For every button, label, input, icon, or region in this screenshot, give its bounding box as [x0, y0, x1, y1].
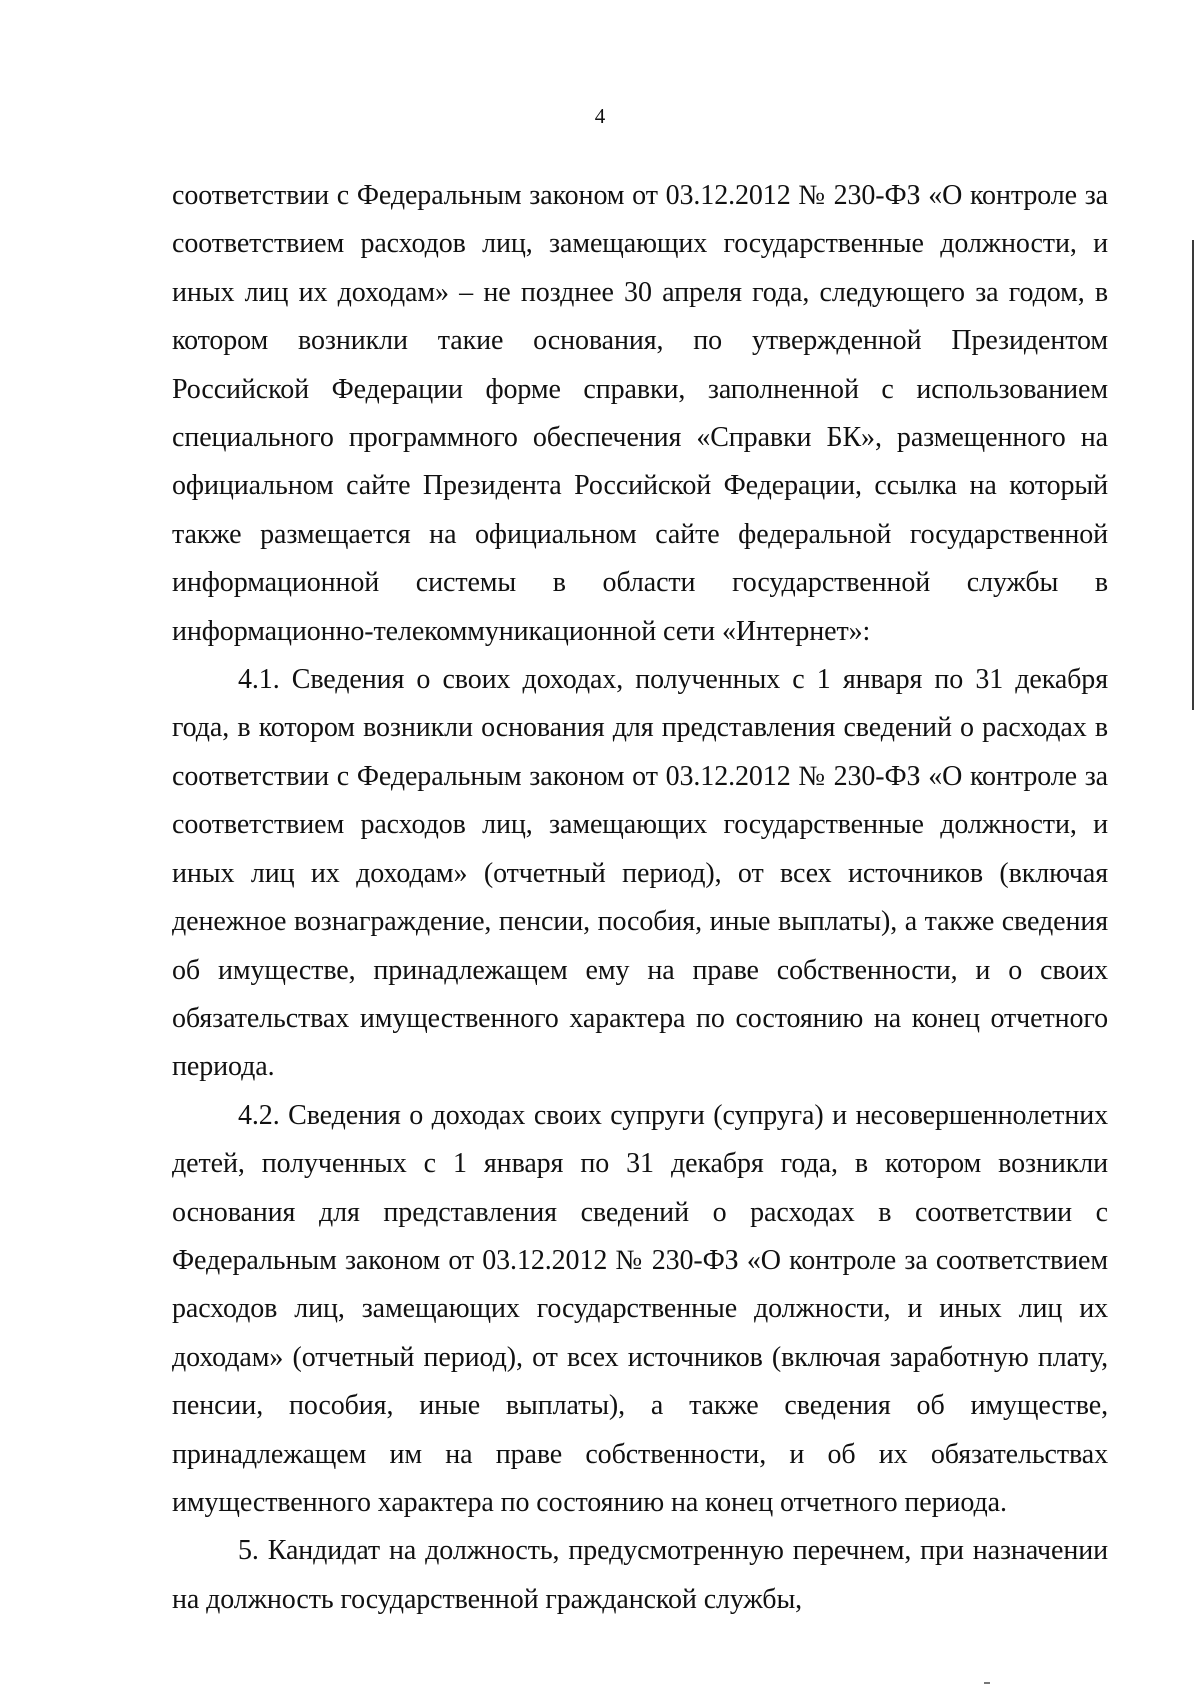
scan-speck [984, 1682, 990, 1684]
paragraph-item-4-2: 4.2. Сведения о доходах своих супруги (супруга) и несовершеннолетних детей, полученных с 1 января по 31 декабря года, в котором возникли основания для представления сведений о расходах в соответствии с Федеральным законом от 03.12.2012 № 230-ФЗ «О контроле за соответствием расходов лиц, замещающих государственные должности, и иных лиц их доходам» (отчетный период), от всех источников (включая заработную плату, пенсии, пособия, иные выплаты), а также сведения об имуществе, принадлежащем им на праве собственности, и об их обязательствах имущественного характера по состоянию на конец отчетного периода. [172, 1099, 1108, 1518]
scan-edge-line [1192, 240, 1194, 710]
paragraph-item-5: 5. Кандидат на должность, предусмотренную перечнем, при назначении на должность государственной гражданской службы, [172, 1535, 1108, 1615]
document-body [172, 172, 1108, 1624]
paragraph-item-4-1: 4.1. Сведения о своих доходах, полученных с 1 января по 31 декабря года, в котором возникли основания для представления сведений о расходах в соответствии с Федеральным законом от 03.12.2012 № 230-ФЗ «О контроле за соответствием расходов лиц, замещающих государственные должности, и иных лиц их доходам» (отчетный период), от всех источников (включая денежное вознаграждение, пенсии, пособия, иные выплаты), а также сведения об имуществе, принадлежащем ему на праве собственности, и о своих обязательствах имущественного характера по состоянию на конец отчетного периода. [172, 664, 1108, 1083]
page-number: 4 [594, 104, 606, 128]
paragraph-continuation: соответствии с Федеральным законом от 03.12.2012 № 230-ФЗ «О контроле за соответствием расходов лиц, замещающих государственные должности, и иных лиц их доходам» – не позднее 30 апреля года, следующего за годом, в котором возникли такие основания, по утвержденной Президентом Российской Федерации форме справки, заполненной с использованием специального программного обеспечения «Справки БК», размещенного на официальном сайте Президента Российской Федерации, ссылка на который также размещается на официальном сайте федеральной государственной информационной системы в области государственной службы в информационно-телекоммуникационной сети «Интернет»: [172, 180, 1108, 647]
